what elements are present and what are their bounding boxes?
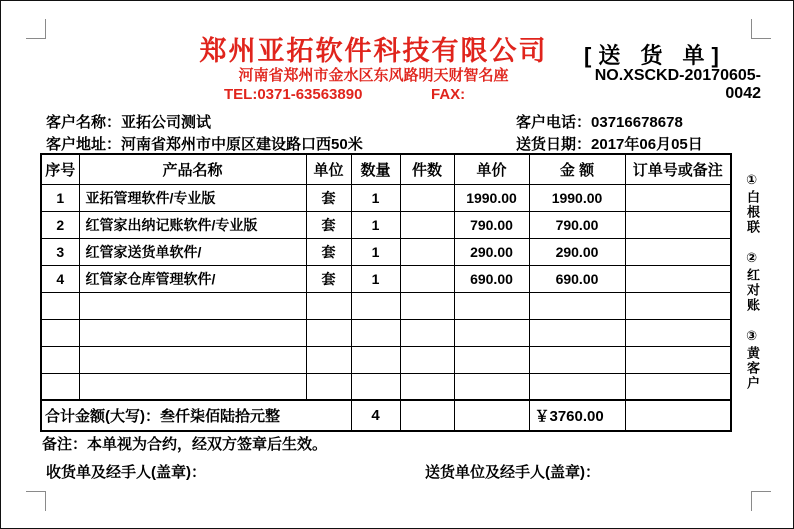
cell-price: 290.00 — [454, 238, 529, 265]
cell-unit: 套 — [306, 265, 351, 292]
cell-remark — [625, 184, 731, 211]
crop-mark-bottom-left — [26, 491, 46, 511]
copy-label-yellow-customer: ③黄客户 — [745, 329, 760, 391]
cell-no: 4 — [41, 265, 79, 292]
cell-qty — [351, 346, 400, 373]
cell-remark — [625, 265, 731, 292]
total-pieces — [400, 400, 454, 431]
cell-product — [79, 319, 306, 346]
cell-unit — [306, 292, 351, 319]
customer-name-label: 客户名称： — [46, 114, 122, 131]
table-summary-row — [41, 400, 731, 431]
crop-mark-bottom-right — [751, 491, 771, 511]
cell-no — [41, 292, 79, 319]
cell-price — [454, 292, 529, 319]
cell-remark — [625, 211, 731, 238]
doc-number: NO.XSCKD-20170605-0042 — [594, 67, 761, 102]
cell-price: 690.00 — [454, 265, 529, 292]
column-header-unit: 单位 — [306, 154, 351, 184]
cell-amount — [529, 319, 625, 346]
cell-qty: 1 — [351, 265, 400, 292]
cell-qty — [351, 373, 400, 400]
customer-address-value: 河南省郑州市中原区建设路口西50米 — [121, 136, 363, 153]
customer-address-line — [46, 133, 363, 154]
column-header-no: 序号 — [41, 154, 79, 184]
cell-unit — [306, 346, 351, 373]
customer-name-line — [46, 111, 211, 132]
company-fax: FAX: — [431, 86, 466, 103]
cell-no — [41, 373, 79, 400]
cell-pieces — [400, 211, 454, 238]
cell-qty: 1 — [351, 238, 400, 265]
cell-pieces — [400, 319, 454, 346]
cell-qty: 1 — [351, 211, 400, 238]
company-name: 郑州亚拓软件科技有限公司 — [199, 36, 548, 66]
cell-qty — [351, 292, 400, 319]
crop-mark-top-left — [26, 19, 46, 39]
table-row — [41, 211, 731, 238]
column-header-product: 产品名称 — [79, 154, 306, 184]
cell-product — [79, 346, 306, 373]
table-row-empty — [41, 319, 731, 346]
cell-pieces — [400, 373, 454, 400]
cell-price: 1990.00 — [454, 184, 529, 211]
cell-price — [454, 319, 529, 346]
cell-amount: 290.00 — [529, 238, 625, 265]
cell-amount: 690.00 — [529, 265, 625, 292]
customer-phone-line — [516, 111, 683, 132]
cell-pieces — [400, 346, 454, 373]
cell-no: 1 — [41, 184, 79, 211]
column-header-price: 单价 — [454, 154, 529, 184]
doc-title: [送 货 单] — [584, 43, 726, 68]
cell-unit — [306, 319, 351, 346]
cell-unit: 套 — [306, 238, 351, 265]
table-row — [41, 265, 731, 292]
delivery-date-label: 送货日期： — [516, 136, 592, 153]
cell-remark — [625, 373, 731, 400]
cell-pieces — [400, 265, 454, 292]
column-header-pieces: 件数 — [400, 154, 454, 184]
customer-phone-label: 客户电话： — [516, 114, 592, 131]
table-row-empty — [41, 292, 731, 319]
cell-product — [79, 292, 306, 319]
total-price — [454, 400, 529, 431]
table-row-empty — [41, 346, 731, 373]
cell-unit: 套 — [306, 184, 351, 211]
delivery-date-line — [516, 133, 703, 154]
copy-label-red-reconcile: ②红对账 — [745, 251, 760, 313]
table-header-row — [41, 154, 731, 184]
cell-price — [454, 373, 529, 400]
cell-remark — [625, 292, 731, 319]
copy-label-white-stub: ①白根联 — [745, 173, 760, 235]
total-remark — [625, 400, 731, 431]
table-row — [41, 184, 731, 211]
cell-product — [79, 373, 306, 400]
cell-no: 3 — [41, 238, 79, 265]
customer-name-value: 亚拓公司测试 — [121, 114, 212, 131]
cell-unit: 套 — [306, 211, 351, 238]
receiver-signature-label: 收货单及经手人(盖章)： — [46, 464, 206, 481]
table-row-empty — [41, 373, 731, 400]
customer-address-label: 客户地址： — [46, 136, 122, 153]
cell-no — [41, 319, 79, 346]
cell-product: 红管家送货单软件/ — [79, 238, 306, 265]
delivery-date-value: 2017年06月05日 — [591, 136, 703, 153]
column-header-remark: 订单号或备注 — [625, 154, 731, 184]
cell-qty — [351, 319, 400, 346]
cell-amount — [529, 292, 625, 319]
customer-phone-value: 03716678678 — [591, 114, 683, 131]
cell-pieces — [400, 184, 454, 211]
company-address: 河南省郑州市金水区东风路明天财智名座 — [238, 67, 509, 84]
sender-signature-label: 送货单位及经手人(盖章)： — [425, 464, 600, 481]
cell-pieces — [400, 238, 454, 265]
cell-product: 红管家仓库管理软件/ — [79, 265, 306, 292]
copies-legend — [740, 173, 762, 407]
cell-no — [41, 346, 79, 373]
cell-unit — [306, 373, 351, 400]
crop-mark-top-right — [751, 19, 771, 39]
cell-price — [454, 346, 529, 373]
cell-amount: 1990.00 — [529, 184, 625, 211]
cell-remark — [625, 238, 731, 265]
items-table — [40, 153, 732, 432]
cell-product: 红管家出纳记账软件/专业版 — [79, 211, 306, 238]
column-header-qty: 数量 — [351, 154, 400, 184]
cell-remark — [625, 319, 731, 346]
cell-amount — [529, 373, 625, 400]
column-header-amount: 金 额 — [529, 154, 625, 184]
cell-price: 790.00 — [454, 211, 529, 238]
total-amount-in-words: 合计金额(大写)：叁仟柒佰陆拾元整 — [41, 400, 351, 431]
cell-no: 2 — [41, 211, 79, 238]
total-amount: ￥3760.00 — [529, 400, 625, 431]
cell-amount — [529, 346, 625, 373]
table-row — [41, 238, 731, 265]
cell-pieces — [400, 292, 454, 319]
cell-remark — [625, 346, 731, 373]
company-tel: TEL:0371-63563890 — [224, 86, 363, 103]
remark-line: 备注：本单视为合约，经双方签章后生效。 — [42, 436, 328, 453]
cell-amount: 790.00 — [529, 211, 625, 238]
cell-product: 亚拓管理软件/专业版 — [79, 184, 306, 211]
total-qty: 4 — [351, 400, 400, 431]
cell-qty: 1 — [351, 184, 400, 211]
